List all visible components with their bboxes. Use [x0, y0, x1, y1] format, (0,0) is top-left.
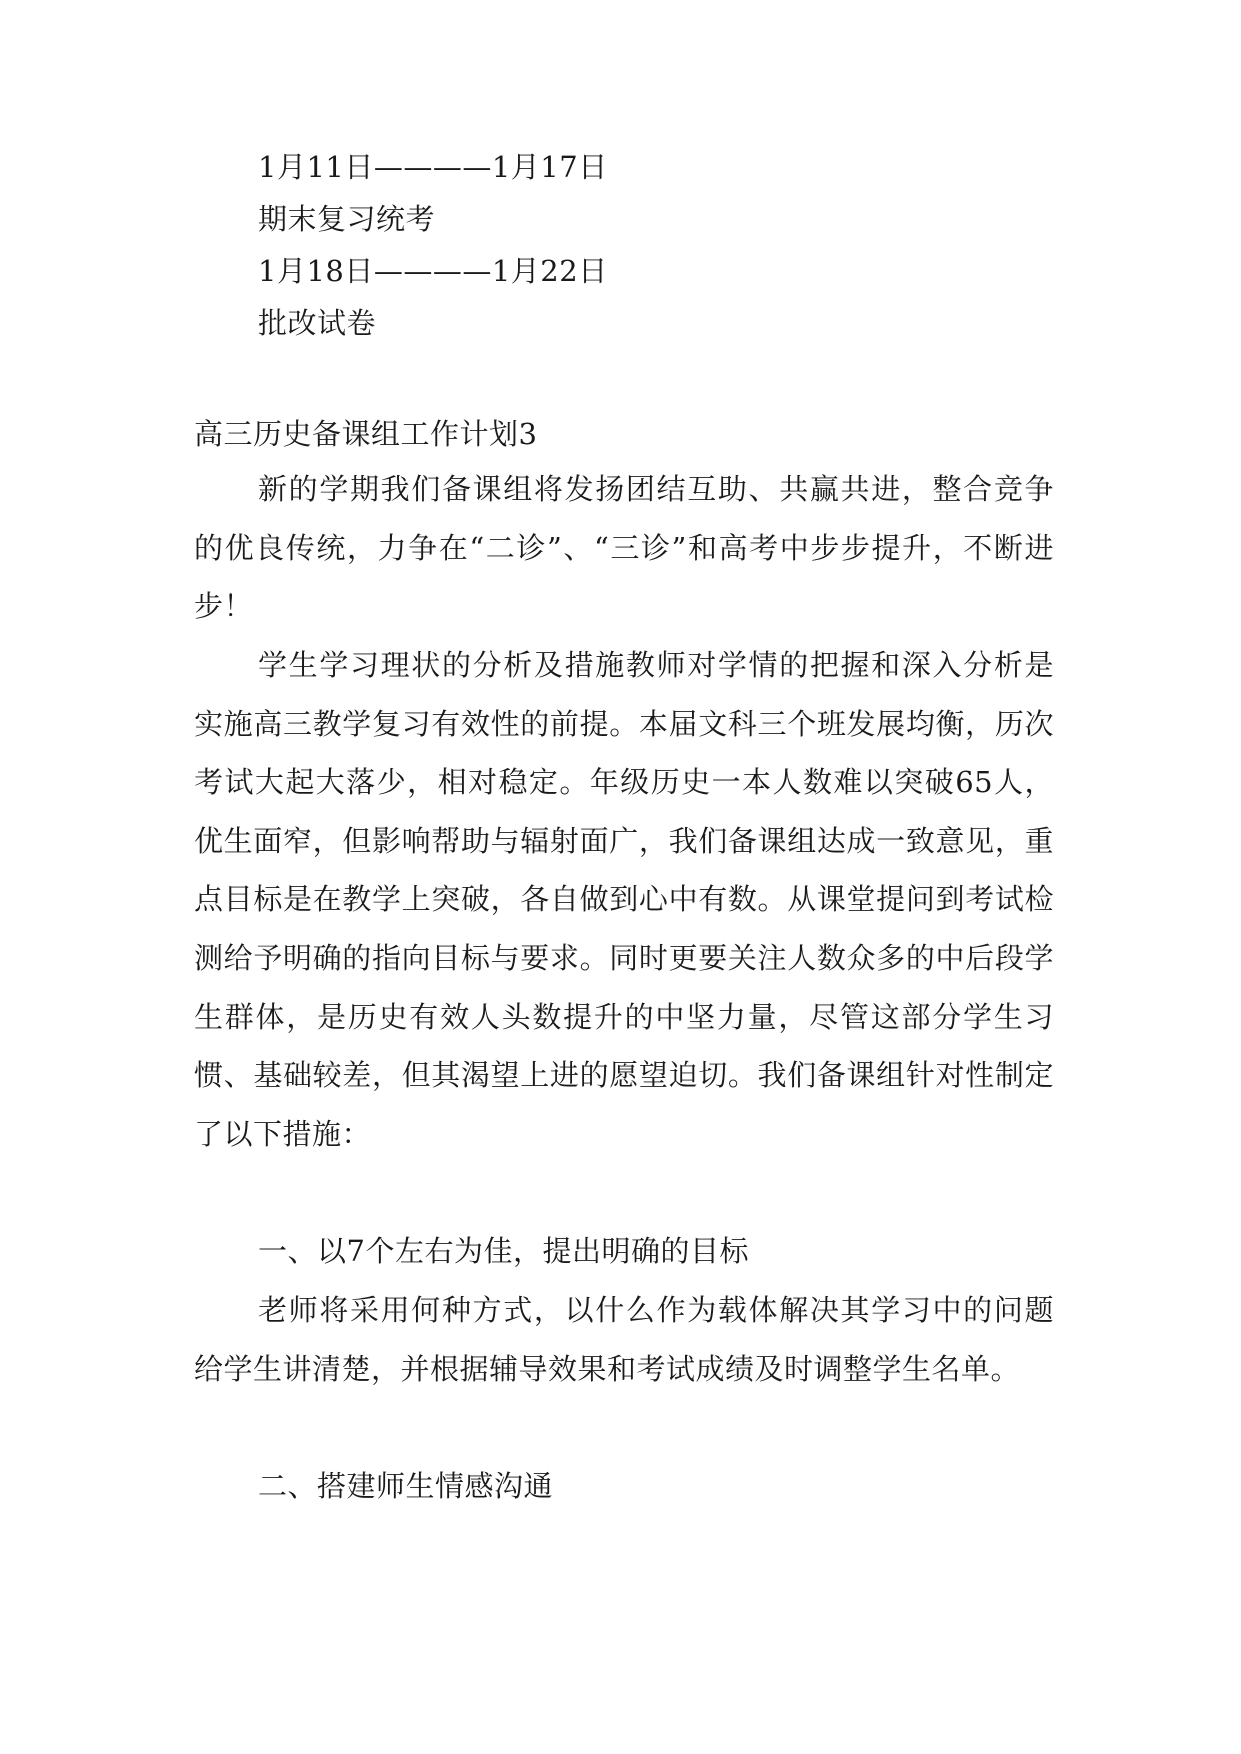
paragraph: 学生学习理状的分析及措施教师对学情的把握和深入分析是实施高三教学复习有效性的前提。本届文科三个班发展均衡，历次考试大起大落少，相对稳定。年级历史一本人数难以突破65人，优生面窄，但影响帮助与辐射面广，我们备课组达成一致意见，重点目标是在教学上突破，各自做到心中有数。从课堂提问到考试检测给予明确的指向目标与要求。同时更要关注人数众多的中后段学生群体，是历史有效人头数提升的中坚力量，尽管这部分学生习惯、基础较差，但其渴望上进的愿望迫切。我们备课组针对性制定了以下措施：	[194, 648, 1054, 1151]
schedule-task: 期末复习统考	[258, 202, 436, 236]
section-title: 高三历史备课组工作计划3	[194, 417, 538, 451]
schedule-date-range: 1月11日————1月17日	[258, 150, 608, 184]
schedule-date-range: 1月18日————1月22日	[258, 254, 608, 288]
paragraph: 老师将采用何种方式，以什么作为载体解决其学习中的问题给学生讲清楚，并根据辅导效果和考试成绩及时调整学生名单。	[194, 1293, 1054, 1386]
paragraph: 一、以7个左右为佳，提出明确的目标	[258, 1234, 749, 1268]
paragraph: 新的学期我们备课组将发扬团结互助、共赢共进，整合竞争的优良传统，力争在“二诊”、“三诊”和高考中步步提升，不断进步！	[194, 472, 1054, 624]
schedule-task: 批改试卷	[258, 306, 377, 340]
paragraph: 二、搭建师生情感沟通	[258, 1469, 554, 1503]
